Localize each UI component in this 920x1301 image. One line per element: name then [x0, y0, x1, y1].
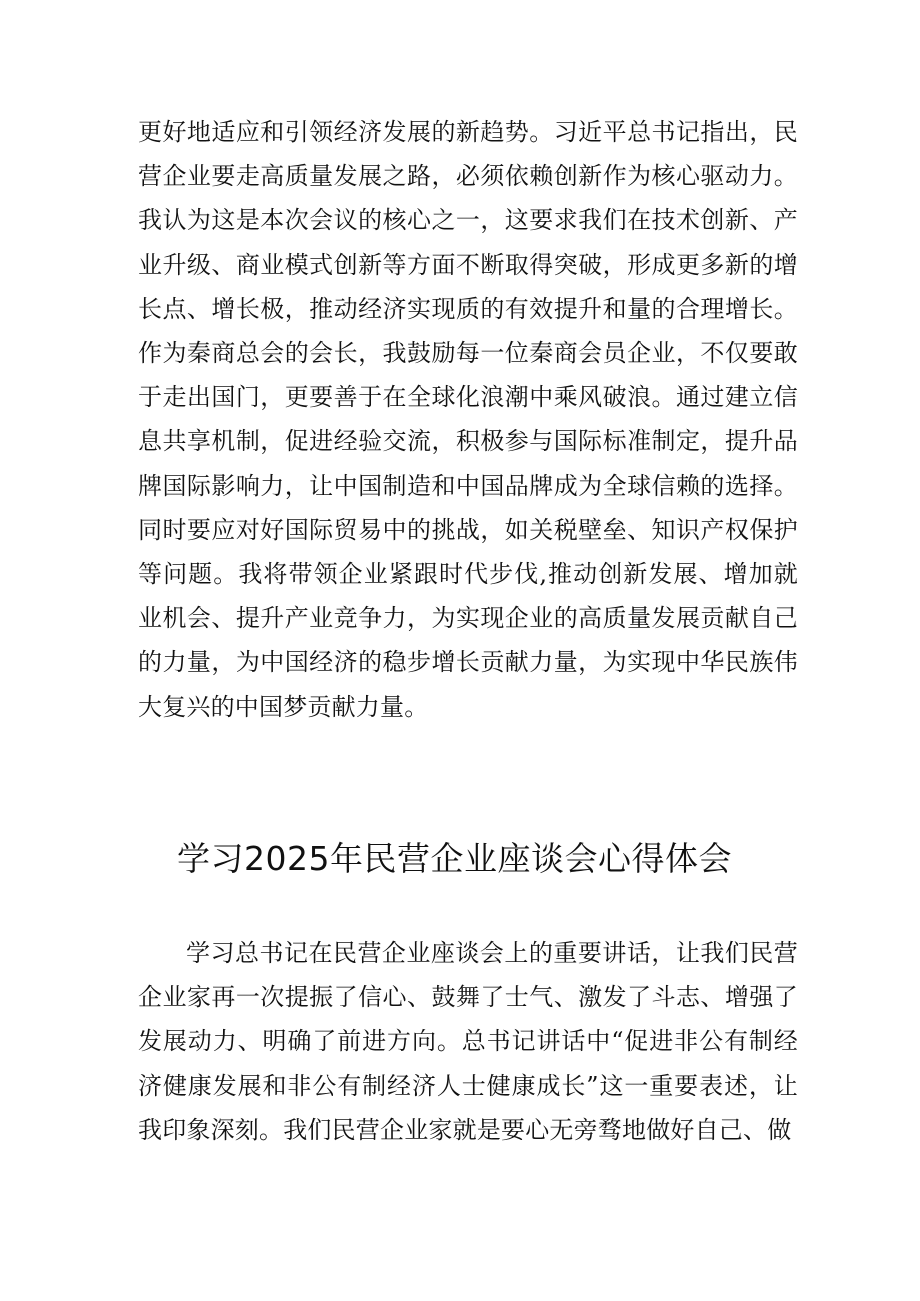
- section-heading: 学习2025年民营企业座谈会心得体会: [177, 839, 732, 878]
- body-paragraph-intro: 学习总书记在民营企业座谈会上的重要讲话，让我们民营企业家再一次提振了信心、鼓舞了士气、激发了斗志、增强了发展动力、明确了前进方向。总书记讲话中“促进非公有制经济健康发展和非公有制经济人士健康成长”这一重要表述，让我印象深刻。我们民营企业家就是要心无旁骛地做好自己、做: [138, 939, 798, 1144]
- body-paragraph-continued: 更好地适应和引领经济发展的新趋势。习近平总书记指出，民营企业要走高质量发展之路，必须依赖创新作为核心驱动力。我认为这是本次会议的核心之一，这要求我们在技术创新、产业升级、商业模式创新等方面不断取得突破，形成更多新的增长点、增长极，推动经济实现质的有效提升和量的合理增长。作为秦商总会的会长，我鼓励每一位秦商会员企业，不仅要敢于走出国门，更要善于在全球化浪潮中乘风破浪。通过建立信息共享机制，促进经验交流，积极参与国际标准制定，提升品牌国际影响力，让中国制造和中国品牌成为全球信赖的选择。同时要应对好国际贸易中的挑战，如关税壁垒、知识产权保护等问题。我将带领企业紧跟时代步伐,推动创新发展、增加就业机会、提升产业竞争力，为实现企业的高质量发展贡献自己的力量，为中国经济的稳步增长贡献力量，为实现中华民族伟大复兴的中国梦贡献力量。: [138, 118, 798, 721]
